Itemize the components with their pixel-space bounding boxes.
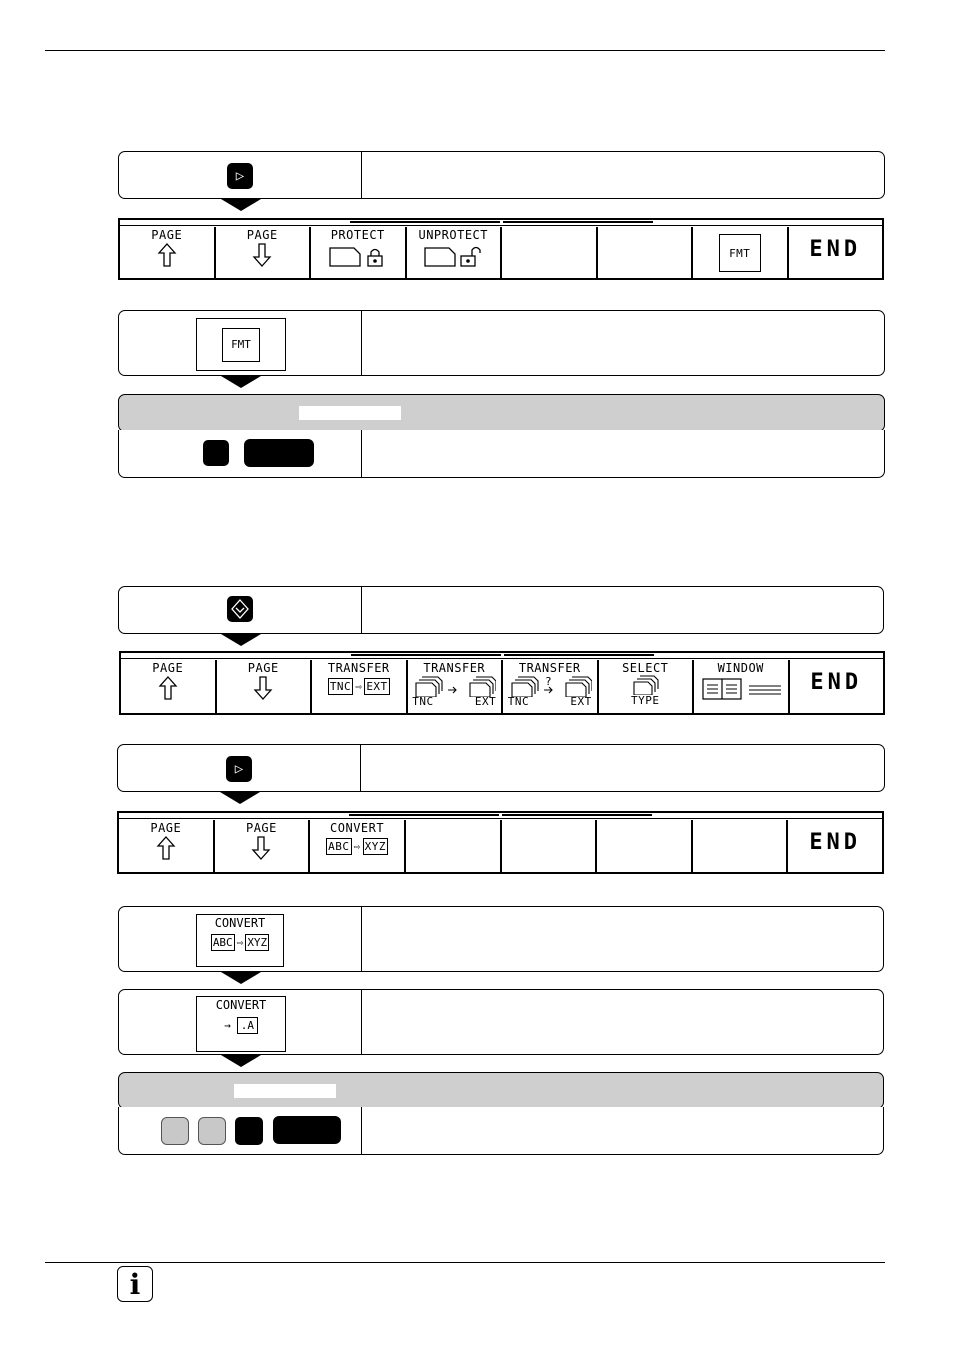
softkey-end[interactable]: [789, 227, 883, 278]
transfer-file-icon: [328, 678, 390, 695]
ext-label: EXT: [570, 695, 592, 708]
convert-a-icon: [224, 1017, 258, 1034]
convert-label: CONVERT: [215, 998, 267, 1012]
transfer-label: TRANSFER: [327, 661, 390, 675]
softkey-transfer-selected[interactable]: [503, 660, 599, 713]
convert-label: CONVERT: [214, 916, 266, 930]
step-fmt: [118, 310, 885, 376]
select-label: SELECT: [622, 661, 669, 675]
softkey-bar-file-manager: [118, 218, 884, 280]
tnc-box: TNC: [329, 680, 352, 693]
dialog-line: [118, 394, 885, 432]
arrow-down-icon: [253, 675, 273, 701]
goto-key[interactable]: [227, 596, 253, 622]
step-enter-keys: [118, 1107, 884, 1155]
key-area: [119, 587, 362, 633]
fmt-softkey[interactable]: [196, 318, 286, 371]
key-area: [119, 990, 362, 1054]
multi-file-transfer-icon: [412, 675, 496, 697]
fmt-label: FMT: [729, 246, 751, 260]
arrow-up-icon: [158, 675, 178, 701]
step-next-softkey-row: [117, 744, 885, 792]
end-label: END: [809, 830, 862, 855]
fmt-box: [222, 328, 260, 362]
protect-file-icon: [326, 242, 390, 268]
softkey-page-down[interactable]: [217, 660, 313, 713]
page-down-label: PAGE: [246, 228, 278, 242]
triangle-right-icon: ▷: [235, 168, 245, 184]
unprotect-label: UNPROTECT: [418, 228, 489, 242]
window-label: WINDOW: [717, 661, 764, 675]
softkey-page-up[interactable]: [121, 660, 217, 713]
page-down-label: PAGE: [247, 661, 279, 675]
tnc-label: TNC: [507, 695, 530, 708]
key-area: [119, 1107, 362, 1154]
info-glyph: i: [129, 1267, 141, 1301]
xyz-box: XYZ: [247, 936, 268, 949]
diamond-arrow-icon: [230, 598, 250, 620]
arrow-right-icon: ⇨: [353, 840, 361, 853]
down-arrow: [221, 376, 261, 388]
page-up-label: PAGE: [152, 661, 184, 675]
header-rule: [45, 50, 885, 51]
fmt-label: FMT: [231, 338, 251, 351]
arrow-up-icon: [157, 242, 177, 268]
softkey-fmt[interactable]: [693, 227, 789, 278]
softkey-empty-6: [597, 820, 693, 872]
abc-box: ABC: [212, 936, 233, 949]
key-area: [119, 907, 362, 971]
convert-icon: [211, 934, 269, 951]
triangle-right-icon: ▷: [234, 761, 244, 777]
arrow-down-icon: [251, 835, 271, 861]
tnc-label: TNC: [412, 695, 434, 708]
down-arrow: [221, 1055, 261, 1067]
info-icon: [117, 1266, 153, 1302]
softkey-transfer-file[interactable]: [312, 660, 408, 713]
down-arrow: [221, 634, 261, 646]
key-area: [119, 311, 362, 375]
a-label: A: [247, 1019, 254, 1032]
ext-label: EXT: [474, 695, 497, 708]
page-down-label: PAGE: [245, 821, 277, 835]
softkey-page-down[interactable]: [215, 820, 311, 872]
file-stack-icon: [630, 675, 660, 695]
softkey-protect[interactable]: [311, 227, 407, 278]
softkey-bar-transfer: [119, 651, 885, 715]
softkey-empty-5: [502, 820, 598, 872]
convert-a-softkey[interactable]: [196, 996, 286, 1052]
key-grey-2[interactable]: [198, 1117, 226, 1145]
arrow-right-icon: ⇨: [236, 936, 244, 949]
softkey-unprotect[interactable]: [407, 227, 503, 278]
key-black-small[interactable]: [203, 440, 229, 466]
step-convert-to-a: [118, 989, 884, 1055]
fmt-box: [719, 234, 761, 272]
arrow-right-icon: ⇨: [355, 680, 363, 693]
softkey-empty-5: [502, 227, 598, 278]
down-arrow: [220, 792, 260, 804]
softkey-end[interactable]: [788, 820, 882, 872]
transfer-label: TRANSFER: [423, 661, 486, 675]
next-row-key[interactable]: [227, 163, 253, 189]
step-convert-format: [118, 906, 884, 972]
dialog-input-field[interactable]: [234, 1084, 336, 1098]
down-arrow: [221, 199, 261, 211]
key-grey-1[interactable]: [161, 1117, 189, 1145]
key-black-small[interactable]: [235, 1117, 263, 1145]
softkey-empty-6: [598, 227, 694, 278]
softkey-page-up[interactable]: [120, 227, 216, 278]
a-file-box: .A: [237, 1017, 258, 1034]
softkey-select-type[interactable]: [599, 660, 695, 713]
softkey-convert[interactable]: [310, 820, 406, 872]
softkey-empty-7: [693, 820, 789, 872]
unprotect-file-icon: [421, 242, 485, 268]
key-area: [119, 152, 362, 198]
softkey-empty-4: [406, 820, 502, 872]
key-black-wide[interactable]: [273, 1116, 341, 1144]
dialog-line: [118, 1072, 884, 1109]
end-label: END: [810, 670, 863, 695]
dialog-input-field[interactable]: [299, 406, 401, 420]
arrow-right-icon: →: [224, 1019, 231, 1032]
arrow-down-icon: [252, 242, 272, 268]
softkey-bar-convert: [117, 811, 884, 874]
convert-icon: [326, 838, 388, 855]
end-label: END: [809, 237, 862, 262]
key-black-wide[interactable]: [244, 439, 314, 467]
key-area: [118, 745, 361, 791]
type-label: TYPE: [631, 694, 660, 707]
transfer-label: TRANSFER: [518, 661, 581, 675]
softkey-page-up[interactable]: [119, 820, 215, 872]
page-up-label: PAGE: [150, 821, 182, 835]
key-area: [119, 430, 362, 477]
step-next-softkey-row: [118, 151, 885, 199]
step-goto: [118, 586, 884, 634]
convert-label: CONVERT: [330, 821, 385, 835]
footer-rule: [45, 1262, 885, 1263]
next-row-key[interactable]: [226, 756, 252, 782]
window-split-icon: [699, 675, 783, 701]
question-mark: ?: [545, 675, 553, 688]
step-confirm-keys: [118, 430, 885, 478]
xyz-box: XYZ: [364, 840, 386, 853]
softkey-page-down[interactable]: [216, 227, 312, 278]
down-arrow: [221, 972, 261, 984]
arrow-up-icon: [156, 835, 176, 861]
page-up-label: PAGE: [151, 228, 183, 242]
convert-softkey[interactable]: [196, 914, 284, 967]
ext-box: EXT: [366, 680, 388, 693]
protect-label: PROTECT: [330, 228, 385, 242]
softkey-end[interactable]: [790, 660, 884, 713]
abc-box: ABC: [328, 840, 350, 853]
softkey-transfer-all[interactable]: [408, 660, 504, 713]
softkey-window[interactable]: [694, 660, 790, 713]
